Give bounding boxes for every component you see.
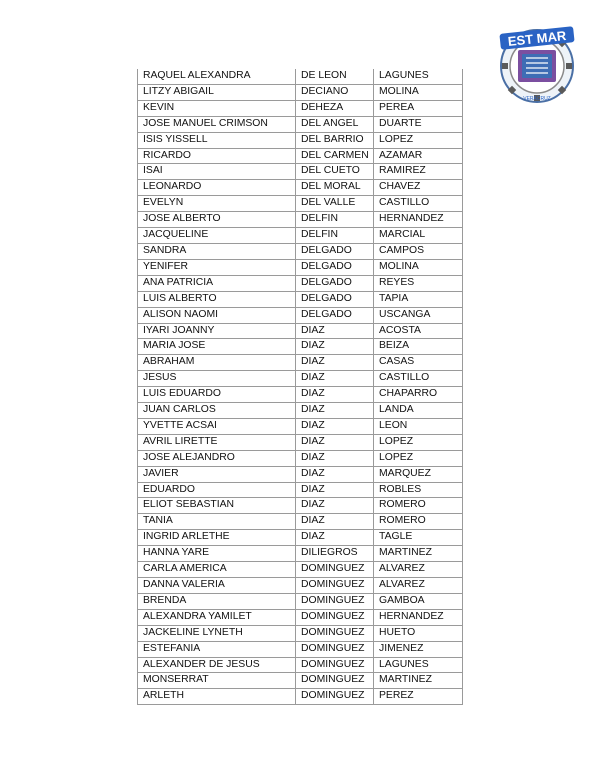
table-row	[138, 259, 463, 275]
table-row	[138, 562, 463, 578]
surname-2-cell: AZAMAR	[374, 148, 463, 164]
first-name-cell: CARLA AMERICA	[138, 562, 296, 578]
surname-1-cell: DIAZ	[296, 514, 374, 530]
surname-1-cell: DOMINGUEZ	[296, 625, 374, 641]
table-row	[138, 100, 463, 116]
surname-2-cell: LANDA	[374, 403, 463, 419]
first-name-cell: JOSE ALEJANDRO	[138, 450, 296, 466]
first-name-cell: HANNA YARE	[138, 546, 296, 562]
first-name-cell: YENIFER	[138, 259, 296, 275]
surname-2-cell: LAGUNES	[374, 657, 463, 673]
surname-2-cell: PEREZ	[374, 689, 463, 705]
first-name-cell: EVELYN	[138, 196, 296, 212]
first-name-cell: ISIS YISSELL	[138, 132, 296, 148]
table-row	[138, 323, 463, 339]
first-name-cell: LUIS ALBERTO	[138, 291, 296, 307]
first-name-cell: JESUS	[138, 371, 296, 387]
surname-2-cell: REYES	[374, 275, 463, 291]
surname-1-cell: DOMINGUEZ	[296, 562, 374, 578]
surname-1-cell: DECIANO	[296, 84, 374, 100]
first-name-cell: JOSE ALBERTO	[138, 212, 296, 228]
surname-1-cell: DEL VALLE	[296, 196, 374, 212]
surname-2-cell: CASTILLO	[374, 196, 463, 212]
table-row	[138, 291, 463, 307]
surname-2-cell: TAPIA	[374, 291, 463, 307]
student-name-table	[137, 69, 463, 705]
surname-1-cell: DEL BARRIO	[296, 132, 374, 148]
first-name-cell: ISAI	[138, 164, 296, 180]
first-name-cell: YVETTE ACSAI	[138, 418, 296, 434]
surname-2-cell: CASTILLO	[374, 371, 463, 387]
surname-1-cell: DIAZ	[296, 323, 374, 339]
first-name-cell: JUAN CARLOS	[138, 403, 296, 419]
surname-2-cell: JIMENEZ	[374, 641, 463, 657]
surname-1-cell: DEL MORAL	[296, 180, 374, 196]
first-name-cell: SANDRA	[138, 243, 296, 259]
table-row	[138, 164, 463, 180]
first-name-cell: JOSE MANUEL CRIMSON	[138, 116, 296, 132]
table-row	[138, 307, 463, 323]
surname-1-cell: DOMINGUEZ	[296, 641, 374, 657]
surname-1-cell: DEL ANGEL	[296, 116, 374, 132]
table-row	[138, 530, 463, 546]
school-seal-icon	[494, 20, 580, 106]
table-row	[138, 657, 463, 673]
first-name-cell: KEVIN	[138, 100, 296, 116]
table-row	[138, 482, 463, 498]
surname-1-cell: DEHEZA	[296, 100, 374, 116]
table-row	[138, 641, 463, 657]
first-name-cell: TANIA	[138, 514, 296, 530]
surname-1-cell: DIAZ	[296, 498, 374, 514]
surname-1-cell: DELGADO	[296, 291, 374, 307]
surname-2-cell: USCANGA	[374, 307, 463, 323]
surname-2-cell: CASAS	[374, 355, 463, 371]
first-name-cell: INGRID ARLETHE	[138, 530, 296, 546]
surname-1-cell: DELGADO	[296, 275, 374, 291]
table-row	[138, 450, 463, 466]
surname-1-cell: DILIEGROS	[296, 546, 374, 562]
surname-1-cell: DIAZ	[296, 482, 374, 498]
first-name-cell: ANA PATRICIA	[138, 275, 296, 291]
table-row	[138, 132, 463, 148]
surname-2-cell: RAMIREZ	[374, 164, 463, 180]
first-name-cell: EDUARDO	[138, 482, 296, 498]
first-name-cell: RAQUEL ALEXANDRA	[138, 69, 296, 84]
first-name-cell: ALEXANDER DE JESUS	[138, 657, 296, 673]
surname-2-cell: MARTINEZ	[374, 546, 463, 562]
surname-2-cell: DUARTE	[374, 116, 463, 132]
first-name-cell: ELIOT SEBASTIAN	[138, 498, 296, 514]
surname-1-cell: DELFIN	[296, 228, 374, 244]
table-row	[138, 689, 463, 705]
table-row	[138, 371, 463, 387]
surname-2-cell: ALVAREZ	[374, 562, 463, 578]
student-name-table-body	[138, 69, 463, 705]
surname-1-cell: DOMINGUEZ	[296, 593, 374, 609]
school-logo	[494, 20, 580, 106]
first-name-cell: JACKELINE LYNETH	[138, 625, 296, 641]
surname-1-cell: DEL CUETO	[296, 164, 374, 180]
table-row	[138, 403, 463, 419]
surname-2-cell: HERNANDEZ	[374, 609, 463, 625]
surname-2-cell: CHAPARRO	[374, 387, 463, 403]
surname-2-cell: PEREA	[374, 100, 463, 116]
table-row	[138, 212, 463, 228]
first-name-cell: IYARI JOANNY	[138, 323, 296, 339]
table-row	[138, 228, 463, 244]
first-name-cell: RICARDO	[138, 148, 296, 164]
surname-2-cell: BEIZA	[374, 339, 463, 355]
surname-1-cell: DE LEON	[296, 69, 374, 84]
first-name-cell: BRENDA	[138, 593, 296, 609]
surname-2-cell: GAMBOA	[374, 593, 463, 609]
table-row	[138, 355, 463, 371]
surname-1-cell: DIAZ	[296, 466, 374, 482]
surname-2-cell: LAGUNES	[374, 69, 463, 84]
table-row	[138, 84, 463, 100]
first-name-cell: ALEXANDRA YAMILET	[138, 609, 296, 625]
surname-2-cell: MARQUEZ	[374, 466, 463, 482]
surname-1-cell: DIAZ	[296, 355, 374, 371]
first-name-cell: MONSERRAT	[138, 673, 296, 689]
surname-1-cell: DELGADO	[296, 243, 374, 259]
surname-2-cell: MARCIAL	[374, 228, 463, 244]
surname-2-cell: HERNANDEZ	[374, 212, 463, 228]
first-name-cell: ESTEFANIA	[138, 641, 296, 657]
surname-2-cell: LOPEZ	[374, 434, 463, 450]
surname-1-cell: DEL CARMEN	[296, 148, 374, 164]
surname-2-cell: CAMPOS	[374, 243, 463, 259]
surname-2-cell: MOLINA	[374, 259, 463, 275]
surname-1-cell: DIAZ	[296, 434, 374, 450]
table-row	[138, 275, 463, 291]
surname-1-cell: DIAZ	[296, 403, 374, 419]
first-name-cell: LITZY ABIGAIL	[138, 84, 296, 100]
surname-1-cell: DIAZ	[296, 339, 374, 355]
first-name-cell: AVRIL LIRETTE	[138, 434, 296, 450]
surname-1-cell: DOMINGUEZ	[296, 657, 374, 673]
first-name-cell: DANNA VALERIA	[138, 578, 296, 594]
first-name-cell: ARLETH	[138, 689, 296, 705]
surname-1-cell: DIAZ	[296, 450, 374, 466]
surname-1-cell: DELGADO	[296, 259, 374, 275]
surname-1-cell: DELGADO	[296, 307, 374, 323]
surname-1-cell: DIAZ	[296, 418, 374, 434]
first-name-cell: LEONARDO	[138, 180, 296, 196]
table-row	[138, 673, 463, 689]
surname-2-cell: ROMERO	[374, 514, 463, 530]
first-name-cell: ABRAHAM	[138, 355, 296, 371]
surname-2-cell: MOLINA	[374, 84, 463, 100]
surname-1-cell: DIAZ	[296, 387, 374, 403]
first-name-cell: LUIS EDUARDO	[138, 387, 296, 403]
surname-2-cell: MARTINEZ	[374, 673, 463, 689]
table-row	[138, 69, 463, 84]
table-row	[138, 466, 463, 482]
surname-2-cell: LOPEZ	[374, 132, 463, 148]
logo-ring-text: VERACRUZ	[523, 96, 551, 102]
surname-1-cell: DOMINGUEZ	[296, 609, 374, 625]
table-row	[138, 546, 463, 562]
surname-2-cell: ROMERO	[374, 498, 463, 514]
table-row	[138, 243, 463, 259]
table-row	[138, 180, 463, 196]
surname-1-cell: DOMINGUEZ	[296, 689, 374, 705]
surname-2-cell: ACOSTA	[374, 323, 463, 339]
surname-2-cell: CHAVEZ	[374, 180, 463, 196]
first-name-cell: MARIA JOSE	[138, 339, 296, 355]
surname-1-cell: DOMINGUEZ	[296, 578, 374, 594]
first-name-cell: JAVIER	[138, 466, 296, 482]
surname-1-cell: DIAZ	[296, 371, 374, 387]
table-row	[138, 418, 463, 434]
surname-2-cell: ROBLES	[374, 482, 463, 498]
table-row	[138, 339, 463, 355]
table-row	[138, 387, 463, 403]
surname-2-cell: HUETO	[374, 625, 463, 641]
surname-1-cell: DOMINGUEZ	[296, 673, 374, 689]
surname-2-cell: LEON	[374, 418, 463, 434]
first-name-cell: JACQUELINE	[138, 228, 296, 244]
table-row	[138, 625, 463, 641]
table-row	[138, 514, 463, 530]
table-row	[138, 116, 463, 132]
surname-2-cell: LOPEZ	[374, 450, 463, 466]
table-row	[138, 609, 463, 625]
surname-2-cell: TAGLE	[374, 530, 463, 546]
table-row	[138, 578, 463, 594]
table-row	[138, 148, 463, 164]
first-name-cell: ALISON NAOMI	[138, 307, 296, 323]
logo-text: EST MAR	[507, 27, 567, 50]
table-row	[138, 196, 463, 212]
table-row	[138, 593, 463, 609]
surname-1-cell: DIAZ	[296, 530, 374, 546]
table-row	[138, 434, 463, 450]
table-row	[138, 498, 463, 514]
surname-2-cell: ALVAREZ	[374, 578, 463, 594]
surname-1-cell: DELFIN	[296, 212, 374, 228]
